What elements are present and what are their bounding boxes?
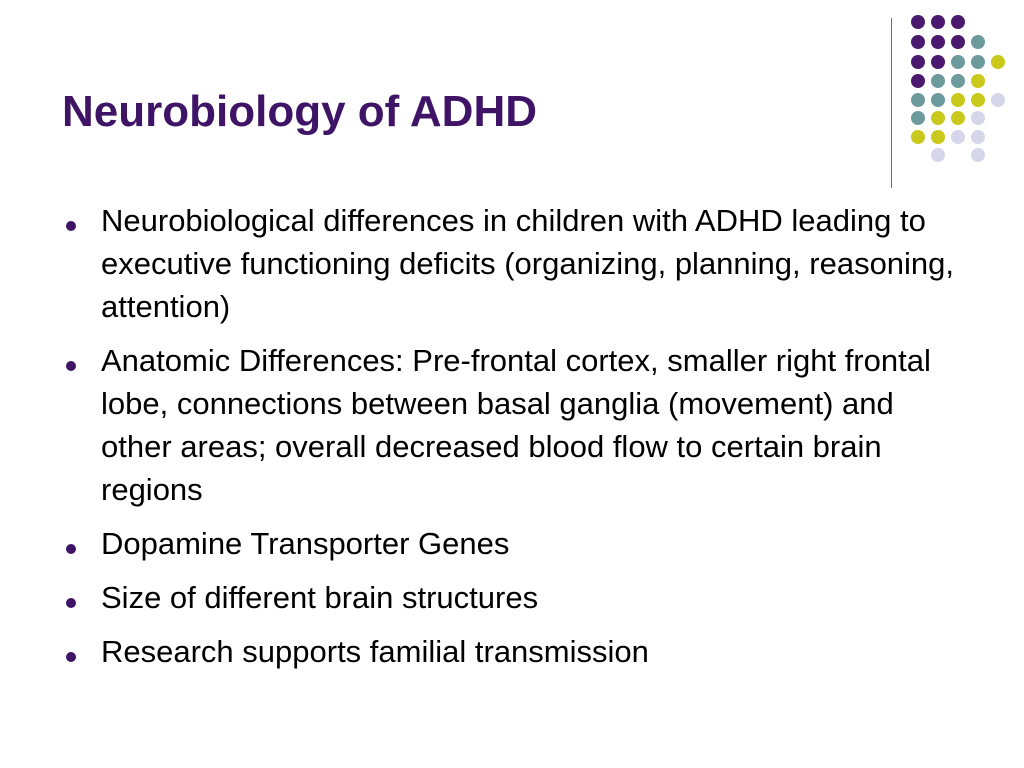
decorative-dot (971, 148, 985, 162)
decorative-dot (951, 15, 965, 29)
decorative-dot (971, 55, 985, 69)
bullet-item (62, 339, 962, 511)
decorative-dot (951, 35, 965, 49)
decorative-dot (911, 35, 925, 49)
bullet-icon (66, 652, 76, 662)
slide-title: Neurobiology of ADHD (62, 87, 537, 136)
decorative-dot (951, 130, 965, 144)
decorative-dot (971, 93, 985, 107)
title-divider-line (891, 18, 892, 188)
decorative-dot (931, 148, 945, 162)
bullet-text: Neurobiological differences in children with ADHD leading to executive functioning deficits (organizing, planning, reasoning, attention) (101, 203, 955, 324)
decorative-dot (931, 35, 945, 49)
decorative-dot (971, 35, 985, 49)
bullet-icon (66, 544, 76, 554)
decorative-dot (911, 111, 925, 125)
decorative-dot (931, 15, 945, 29)
decorative-dot (911, 15, 925, 29)
decorative-dot (911, 55, 925, 69)
bullet-text: Dopamine Transporter Genes (101, 526, 510, 561)
decorative-dot (991, 93, 1005, 107)
bullet-text: Research supports familial transmission (101, 634, 649, 669)
decorative-dot (951, 74, 965, 88)
bullet-item (62, 199, 962, 328)
decorative-dot (951, 93, 965, 107)
decorative-dot (951, 55, 965, 69)
decorative-dot (911, 74, 925, 88)
decorative-dot (911, 93, 925, 107)
bullet-text: Anatomic Differences: Pre-frontal cortex, smaller right frontal lobe, connections between basal ganglia (movement) and other areas; overall decreased blood flow to certain brain regions (101, 343, 931, 507)
decorative-dot (931, 55, 945, 69)
bullet-text: Size of different brain structures (101, 580, 539, 615)
bullet-icon (66, 221, 76, 231)
decorative-dot (931, 74, 945, 88)
decorative-dot (971, 130, 985, 144)
decorative-dot (991, 55, 1005, 69)
decorative-dot (931, 93, 945, 107)
decorative-dot (951, 111, 965, 125)
decorative-dot (911, 130, 925, 144)
decorative-dot (931, 111, 945, 125)
decorative-dot (971, 74, 985, 88)
bullet-item (62, 630, 962, 673)
decorative-dot (971, 111, 985, 125)
bullet-icon (66, 361, 76, 371)
decorative-dot (931, 130, 945, 144)
bullet-item (62, 522, 962, 565)
bullet-list (62, 199, 962, 684)
bullet-item (62, 576, 962, 619)
bullet-icon (66, 598, 76, 608)
